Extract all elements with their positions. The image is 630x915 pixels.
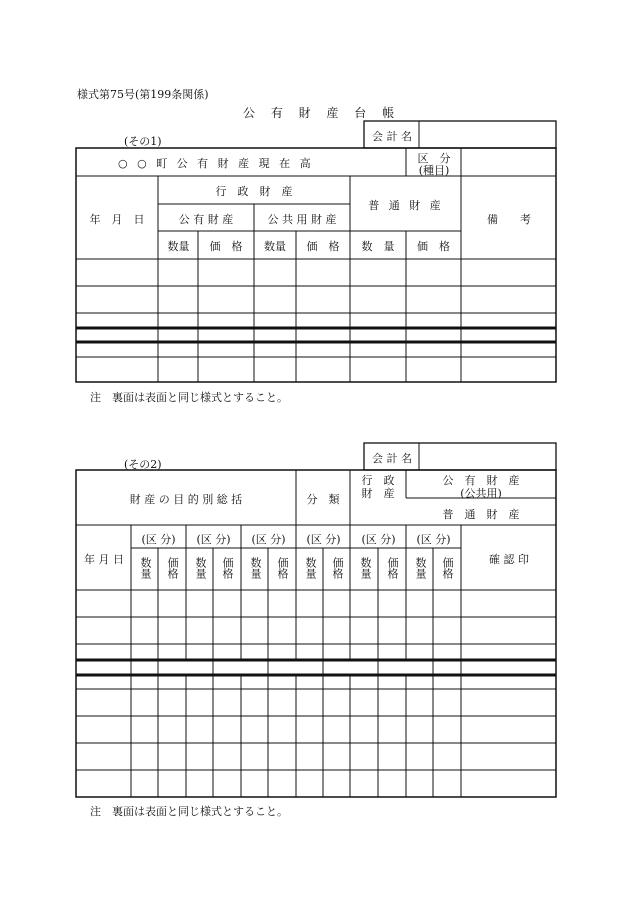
quantity-header-3: 数 量: [361, 240, 395, 253]
account-name-value-2[interactable]: [426, 450, 551, 466]
price-vertical-3: 価格: [276, 557, 289, 579]
administrative-property-header-2b: 財 産: [361, 487, 395, 500]
administrative-property-header-2: 行 政: [361, 474, 395, 487]
quantity-vertical-5: 数量: [359, 557, 372, 579]
remarks-header: 備 考: [487, 213, 531, 226]
quantity-vertical-1: 数量: [139, 557, 152, 579]
division-header-1: (区 分): [141, 533, 176, 546]
general-property-header-2: 普 通 財 産: [442, 508, 520, 521]
account-name-label-1: 会 計 名: [372, 130, 412, 143]
form-number: 様式第75号(第199条関係): [77, 88, 209, 101]
division-header-4: (区 分): [306, 533, 341, 546]
price-header-1: 価 格: [209, 240, 243, 253]
date-column-header-2: 年 月 日: [84, 553, 124, 566]
price-header-3: 価 格: [417, 240, 450, 253]
price-vertical-6: 価格: [441, 557, 454, 579]
account-name-label-2: 会 計 名: [372, 452, 412, 465]
administrative-property-header: 行 政 財 産: [215, 185, 293, 198]
price-vertical-2: 価格: [221, 557, 234, 579]
price-vertical-5: 価格: [386, 557, 399, 579]
quantity-header-2: 数量: [264, 240, 286, 253]
price-vertical-4: 価格: [331, 557, 344, 579]
classification-header: 分 類: [306, 493, 340, 506]
division-header-6: (区 分): [416, 533, 451, 546]
public-property-header-2: 公 有 財 産: [442, 474, 520, 487]
quantity-header-1: 数量: [167, 240, 190, 253]
general-property-header: 普 通 財 産: [368, 199, 444, 212]
section-label-2: (その2): [124, 458, 162, 471]
division-header-5: (区 分): [361, 533, 396, 546]
section-label-1: (その1): [124, 135, 162, 148]
date-column-header: 年 月 日: [89, 213, 145, 226]
note-1: 注 裏面は表面と同じ様式とすること。: [90, 391, 288, 404]
quantity-vertical-2: 数量: [194, 557, 207, 579]
purpose-summary-header: 財 産 の 目 的 別 総 括: [129, 493, 243, 506]
price-vertical-1: 価格: [166, 557, 179, 579]
document-title: 公 有 財 産 台 帳: [243, 106, 401, 120]
quantity-vertical-3: 数量: [249, 557, 262, 579]
division-header-2: (区 分): [196, 533, 231, 546]
public-property-header: 公 有 財 産: [178, 213, 234, 226]
public-use-sub-header: (公共用): [460, 487, 502, 500]
town-property-header: ○ ○ 町 公 有 財 産 現 在 高: [118, 157, 314, 170]
price-header-2: 価 格: [306, 240, 340, 253]
quantity-vertical-6: 数量: [414, 557, 427, 579]
division-header-3: (区 分): [251, 533, 286, 546]
note-2: 注 裏面は表面と同じ様式とすること。: [90, 805, 288, 818]
account-name-value-1[interactable]: [426, 128, 551, 144]
category-sub-label: (種目): [418, 164, 450, 177]
category-label: 区 分: [417, 152, 451, 165]
quantity-vertical-4: 数量: [304, 557, 317, 579]
public-use-property-header: 公 共 用 財 産: [267, 213, 337, 226]
confirmation-seal-header: 確 認 印: [489, 553, 529, 566]
